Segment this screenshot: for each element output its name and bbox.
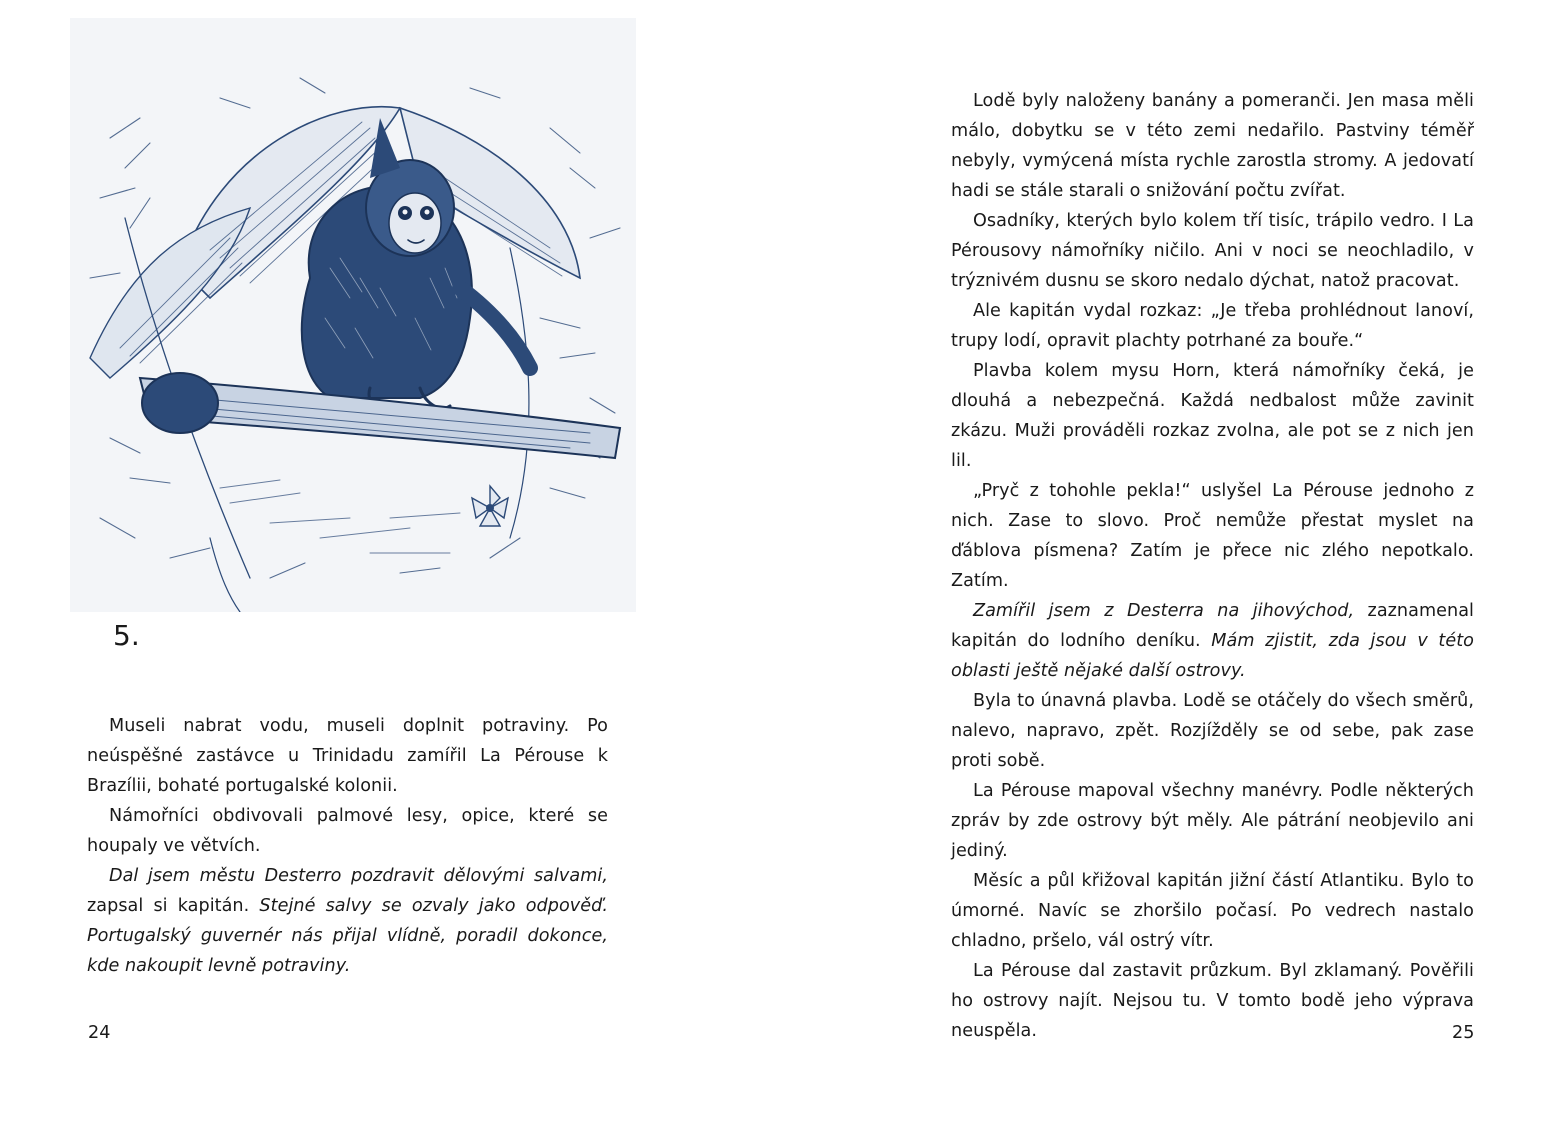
paragraph-text: Ale kapitán vydal rozkaz: „Je třeba prohlédnout lanoví, trupy lodí, opravit plachty potrhané za bouře.“ <box>951 301 1474 351</box>
paragraph <box>951 866 1474 956</box>
paragraph-text: „Pryč z tohohle pekla!“ uslyšel La Pérouse jednoho z nich. Zase to slovo. Proč nemůže přestat myslet na ďáblova písmena? Zatím je přece nic zlého nepotkalo. Zatím. <box>951 481 1474 591</box>
paragraph-text: zaznamenal kapitán do lodního deníku. <box>951 601 1474 651</box>
paragraph-text: Osadníky, kterých bylo kolem tří tisíc, trápilo vedro. I La Pérousovy námořníky ničilo. Ani v noci se neochladilo, v trýznivém dusnu se skoro nedalo dýchat, natož pracovat. <box>951 211 1474 291</box>
italic-text: Mám zjistit, zda jsou v této oblasti ještě nějaké další ostrovy. <box>951 631 1474 681</box>
left-body-text <box>87 711 608 981</box>
paragraph <box>951 776 1474 866</box>
paragraph <box>87 861 608 981</box>
paragraph <box>87 801 608 861</box>
monkey-illustration <box>70 18 636 612</box>
right-page <box>781 0 1563 1136</box>
page-number-left: 24 <box>88 1023 111 1043</box>
paragraph-text: La Pérouse mapoval všechny manévry. Podle některých zpráv by zde ostrovy být měly. Ale pátrání neobjevilo ani jediný. <box>951 781 1474 861</box>
italic-text: Stejné salvy se ozvaly jako odpověď. Portugalský guvernér nás přijal vlídně, poradil dokonce, kde nakoupit levně potraviny. <box>87 896 608 976</box>
chapter-number: 5. <box>113 619 140 652</box>
paragraph <box>951 956 1474 1046</box>
paragraph <box>87 711 608 801</box>
paragraph-text: Námořníci obdivovali palmové lesy, opice, které se houpaly ve větvích. <box>87 806 608 856</box>
paragraph-text: Měsíc a půl křižoval kapitán jižní částí Atlantiku. Bylo to úmorné. Navíc se zhoršilo počasí. Po vedrech nastalo chladno, pršelo, vál ostrý vítr. <box>951 871 1474 951</box>
paragraph-text: La Pérouse dal zastavit průzkum. Byl zklamaný. Pověřili ho ostrovy najít. Nejsou tu. V tomto bodě jeho výprava neuspěla. <box>951 961 1474 1041</box>
paragraph-text: Byla to únavná plavba. Lodě se otáčely do všech směrů, nalevo, napravo, zpět. Rozjížděly se od sebe, pak zase proti sobě. <box>951 691 1474 771</box>
italic-text: Zamířil jsem z Desterra na jihovýchod, <box>973 601 1355 621</box>
paragraph-text: Lodě byly naloženy banány a pomeranči. Jen masa měli málo, dobytku se v této zemi nedařilo. Pastviny téměř nebyly, vymýcená místa rychle zarostla stromy. A jedovatí hadi se stále starali o snižování počtu zvířat. <box>951 91 1474 201</box>
paragraph-text: Plavba kolem mysu Horn, která námořníky čeká, je dlouhá a nebezpečná. Každá nedbalost může zavinit zkázu. Muži prováděli rozkaz zvolna, ale pot se z nich jen lil. <box>951 361 1474 471</box>
paragraph <box>951 86 1474 206</box>
paragraph <box>951 296 1474 356</box>
paragraph-text: Museli nabrat vodu, museli doplnit potraviny. Po neúspěšné zastávce u Trinidadu zamířil La Pérouse k Brazílii, bohaté portugalské kolonii. <box>87 716 608 796</box>
paragraph-text: zapsal si kapitán. <box>87 896 260 916</box>
page-number-right: 25 <box>1452 1023 1475 1043</box>
paragraph <box>951 686 1474 776</box>
italic-text: Dal jsem městu Desterro pozdravit dělovými salvami, <box>109 866 608 886</box>
paragraph <box>951 356 1474 476</box>
paragraph <box>951 206 1474 296</box>
paragraph <box>951 476 1474 596</box>
paragraph <box>951 596 1474 686</box>
left-page <box>0 0 781 1136</box>
right-body-text <box>951 86 1474 1046</box>
